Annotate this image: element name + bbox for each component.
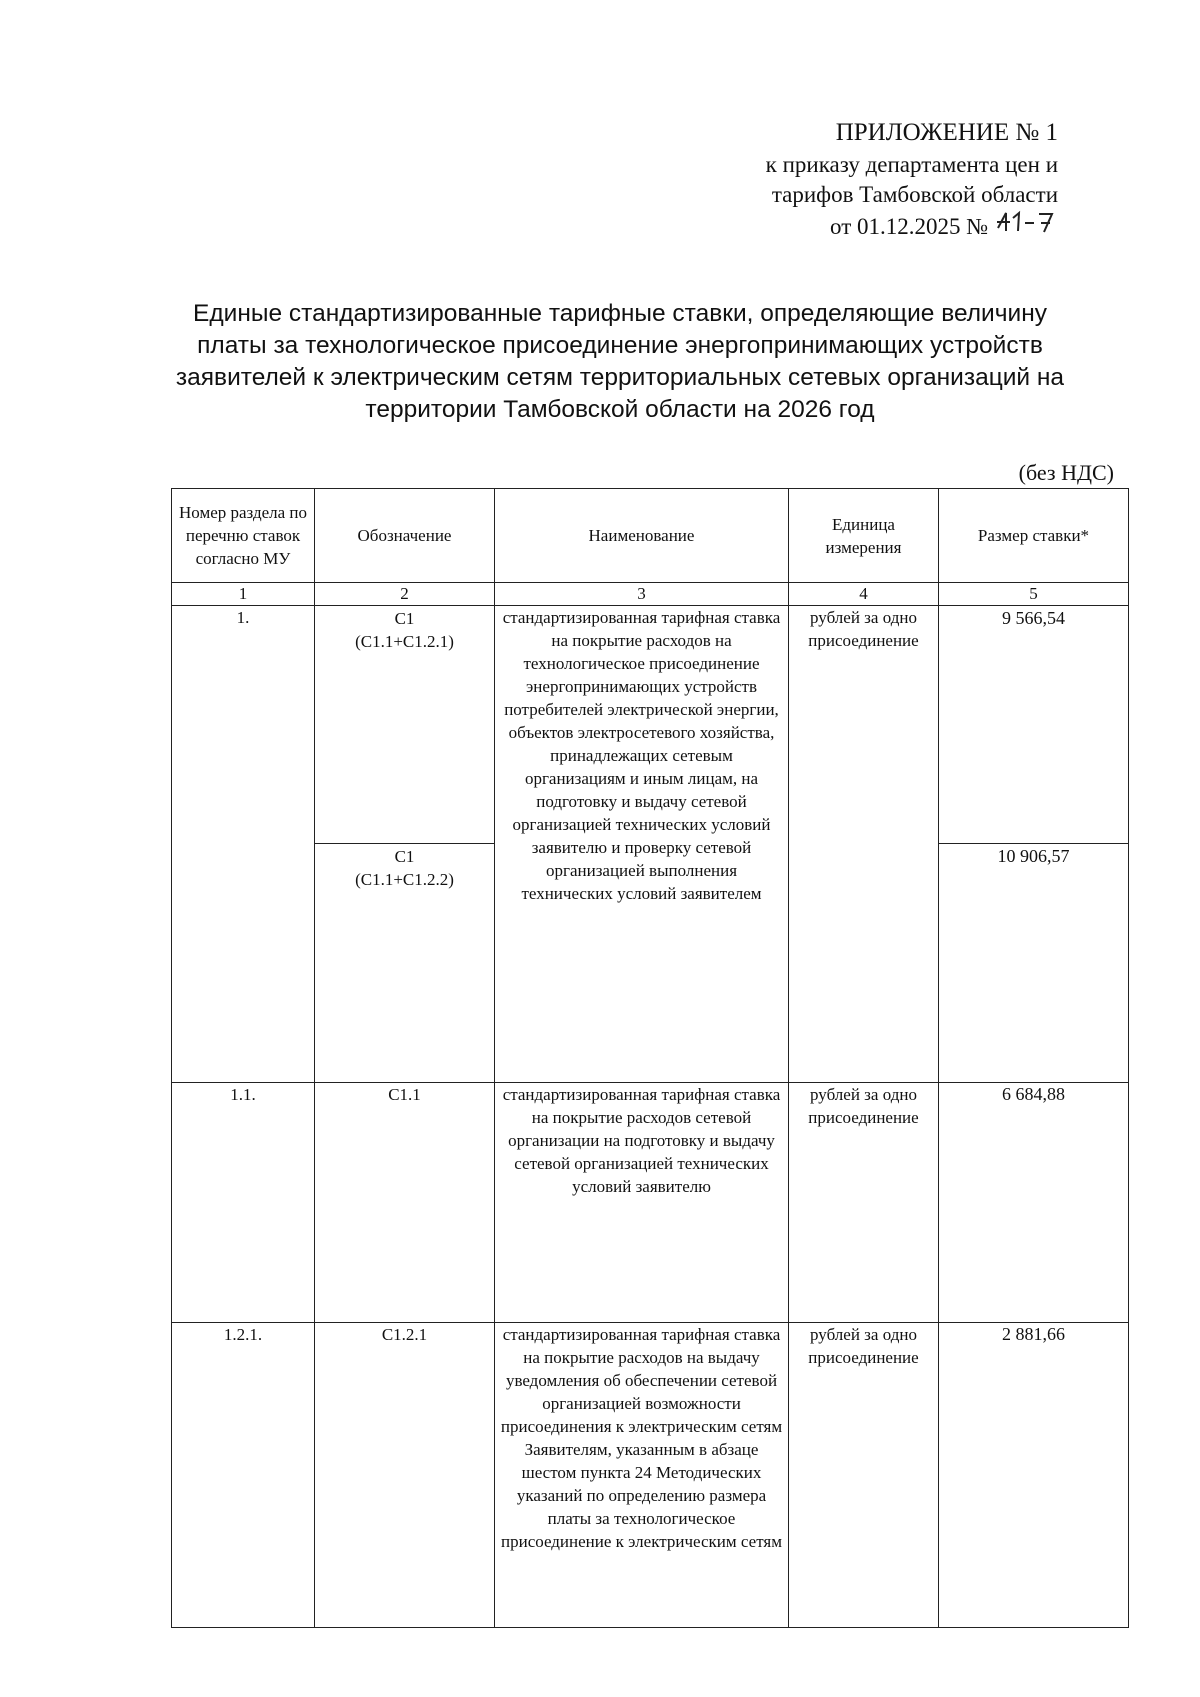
appendix-date: от 01.12.2025 № bbox=[830, 214, 989, 239]
row-designation: С1.2.1 bbox=[315, 1323, 495, 1628]
document-title bbox=[140, 298, 1100, 426]
vat-note: (без НДС) bbox=[1018, 460, 1114, 485]
appendix-line-2: тарифов Тамбовской области bbox=[771, 182, 1058, 207]
designation-code: С1 bbox=[394, 609, 415, 628]
designation-variant-a bbox=[315, 606, 494, 844]
designation-code: С1 bbox=[394, 847, 415, 866]
header-name: Наименование bbox=[495, 489, 789, 583]
title-line-2: платы за технологическое присоединение энергопринимающих устройств bbox=[197, 332, 1043, 359]
row-section: 1. bbox=[172, 606, 315, 1083]
column-number-row bbox=[172, 583, 1129, 606]
row-rate: 6 684,88 bbox=[939, 1083, 1129, 1323]
title-line-4: территории Тамбовской области на 2026 год bbox=[365, 396, 875, 423]
table-row bbox=[172, 606, 1129, 1083]
header-designation: Обозначение bbox=[315, 489, 495, 583]
designation-formula: (С1.1+С1.2.1) bbox=[355, 632, 454, 651]
title-line-3: заявителей к электрическим сетям территориальных сетевых организаций на bbox=[175, 364, 1065, 391]
header-unit: Единица измерения bbox=[789, 489, 939, 583]
designation-variant-b bbox=[315, 844, 494, 1082]
header-rate: Размер ставки* bbox=[939, 489, 1129, 583]
column-number: 4 bbox=[789, 583, 939, 606]
row-unit: рублей за одно присоединение bbox=[789, 1083, 939, 1323]
header-section: Номер раздела по перечню ставок согласно МУ bbox=[172, 489, 315, 583]
appendix-block bbox=[766, 118, 1058, 242]
handwritten-number-graphic bbox=[994, 210, 1058, 234]
row-name: стандартизированная тарифная ставка на покрытие расходов на технологическое присоединение энергопринимающих устройств потребителей электрической энергии, объектов электросетевого хозяйства, принадлежащих сетевым организациям и иным лицам, на подготовку и выдачу сетевой организацией технических условий заявителю и проверку сетевой организацией выполнения технических условий заявителем bbox=[495, 606, 789, 1083]
table-row bbox=[172, 1323, 1129, 1628]
row-designation-stack bbox=[315, 606, 495, 1083]
row-section: 1.1. bbox=[172, 1083, 315, 1323]
column-number: 5 bbox=[939, 583, 1129, 606]
rate-variant-b: 10 906,57 bbox=[997, 846, 1070, 866]
tariff-table bbox=[171, 488, 1129, 1628]
column-number: 3 bbox=[495, 583, 789, 606]
row-name: стандартизированная тарифная ставка на покрытие расходов сетевой организации на подготовку и выдачу сетевой организацией технических условий заявителю bbox=[495, 1083, 789, 1323]
column-number: 1 bbox=[172, 583, 315, 606]
row-unit: рублей за одно присоединение bbox=[789, 1323, 939, 1628]
row-rate: 2 881,66 bbox=[939, 1323, 1129, 1628]
order-number-handwritten bbox=[994, 210, 1058, 242]
column-number: 2 bbox=[315, 583, 495, 606]
row-rate-stack bbox=[939, 606, 1129, 1083]
designation-formula: (С1.1+С1.2.2) bbox=[355, 870, 454, 889]
title-line-1: Единые стандартизированные тарифные ставки, определяющие величину bbox=[193, 300, 1047, 327]
table-header-row bbox=[172, 489, 1129, 583]
appendix-date-line bbox=[766, 210, 1058, 242]
row-designation: С1.1 bbox=[315, 1083, 495, 1323]
row-name: стандартизированная тарифная ставка на покрытие расходов на выдачу уведомления об обеспечении сетевой организацией возможности присоединения к электрическим сетям Заявителям, указанным в абзаце шестом пункта 24 Методических указаний по определению размера платы за технологическое присоединение к электрическим сетям bbox=[495, 1323, 789, 1628]
table-row bbox=[172, 1083, 1129, 1323]
row-section: 1.2.1. bbox=[172, 1323, 315, 1628]
row-unit: рублей за одно присоединение bbox=[789, 606, 939, 1083]
appendix-heading: ПРИЛОЖЕНИЕ № 1 bbox=[835, 119, 1058, 146]
rate-variant-a: 9 566,54 bbox=[939, 606, 1128, 844]
appendix-line-1: к приказу департамента цен и bbox=[765, 152, 1058, 177]
